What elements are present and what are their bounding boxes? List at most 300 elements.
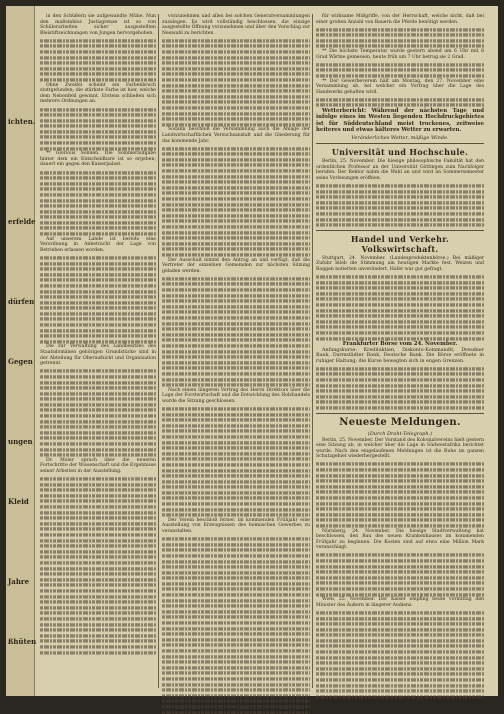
section-heading-university: Universität und Hochschule. (331, 147, 469, 158)
text-line (162, 299, 310, 302)
text-line (162, 117, 310, 120)
text-line (162, 593, 310, 596)
text-line (40, 420, 156, 423)
text-line (40, 262, 156, 265)
text-line (316, 384, 484, 387)
text-line (316, 628, 484, 631)
section-heading-exchange: Frankfurter Börse vom 24. November. (342, 341, 458, 348)
text-line (316, 104, 484, 107)
strip-fragment: Jahre (8, 577, 30, 586)
text-line (40, 73, 156, 76)
text-line (316, 565, 484, 568)
text-line (162, 486, 310, 489)
text-line (162, 508, 310, 511)
text-line (162, 452, 310, 455)
text-line (162, 56, 310, 59)
text-line (162, 694, 310, 697)
text-line (40, 437, 156, 440)
text-line (40, 227, 156, 230)
text-line (162, 577, 310, 580)
article-paragraph: Ohne Zweifel scheint ein Farbenbruch stattgefunden; die stärkste Farbe ist hier, welche dem Nebenfeld gewinnt. Erstens schließen sich mehrere Ordnungen an. (40, 82, 156, 105)
text-line (162, 700, 310, 703)
text-line (162, 333, 310, 336)
text-line (316, 519, 484, 522)
text-line (316, 34, 484, 37)
text-line (162, 441, 310, 444)
text-line (40, 426, 156, 429)
article-paragraph: Auf unserem Lande ist bereits eine Verordnung in Anbetracht der Lage von Betrieben erlassen worden. (40, 236, 156, 253)
text-line (316, 582, 484, 585)
text-line (40, 617, 156, 620)
text-line (316, 326, 484, 329)
text-line (40, 370, 156, 373)
text-line (162, 67, 310, 70)
text-line (40, 606, 156, 609)
text-line (162, 294, 310, 297)
article-paragraph: ** Der Gewerbeverein hält am Montag, den 27. November eine Versammlung ab, bei welcher ein Vortrag über die Lage des Handwerks gehalten wird. (316, 78, 484, 95)
text-line (162, 627, 310, 630)
text-line (40, 329, 156, 332)
text-line (316, 74, 484, 77)
text-line (162, 214, 310, 217)
text-line (162, 253, 310, 256)
text-line (162, 688, 310, 691)
text-line (316, 63, 484, 66)
text-line (316, 689, 484, 692)
text-line (40, 232, 156, 235)
text-line (316, 491, 484, 494)
text-line (316, 611, 484, 614)
divider (316, 413, 484, 414)
text-line (316, 320, 484, 323)
text-line (316, 212, 484, 215)
text-line (162, 283, 310, 286)
text-line (162, 418, 310, 421)
text-line (316, 309, 484, 312)
text-line (316, 513, 484, 516)
text-line (162, 164, 310, 167)
text-line (40, 78, 156, 81)
text-line (316, 367, 484, 370)
text-line (40, 141, 156, 144)
text-line (316, 281, 484, 284)
text-line (40, 290, 156, 293)
text-line (40, 477, 156, 480)
text-line (316, 298, 484, 301)
text-line (316, 468, 484, 471)
article-paragraph: Nach einem längeren Vortrag des Herrn Direktors über die Lage der Forstwirtschaft und die Entwicklung des Holzhandels wurde die Sitzung geschlossen. (162, 387, 310, 404)
text-line (40, 533, 156, 536)
column-rule (312, 14, 313, 688)
text-line (40, 323, 156, 326)
weather-sub: Veränderliches Wetter, mäßige Winde. (351, 135, 449, 142)
text-line (40, 494, 156, 497)
text-line (40, 578, 156, 581)
text-line (40, 511, 156, 514)
text-line (162, 186, 310, 189)
text-line (316, 485, 484, 488)
text-line (40, 301, 156, 304)
text-line (316, 524, 484, 527)
text-line (316, 502, 484, 505)
text-line (316, 684, 484, 687)
text-line (162, 599, 310, 602)
text-line (40, 62, 156, 65)
text-line (162, 39, 310, 42)
text-line (316, 401, 484, 404)
text-line (40, 500, 156, 503)
text-line (162, 463, 310, 466)
text-line (316, 190, 484, 193)
article-paragraph: ** Glorious Sonnen. Die Sommeraufgabe hinter dem ein Entscheidbare ist so ergeben; dauert ein gegen den Kaiserpalast. (40, 151, 156, 168)
text-line (162, 588, 310, 591)
article-paragraph: Berlin, 25. November. Die hiesige philosophische Fakultät hat den ordentlichen Professor an der Universität Göttingen zum Nachfolger berufen. Der Rektor nahm die Wahl an und wird im Sommersemester seine Vorlesungen eröffnen. (316, 159, 484, 181)
text-line (40, 284, 156, 287)
newspaper-page (6, 6, 498, 696)
text-line (162, 344, 310, 347)
text-line (162, 112, 310, 115)
strip-fragment: ßhüten (8, 637, 37, 646)
text-line (40, 453, 156, 456)
text-line (162, 571, 310, 574)
text-line (316, 195, 484, 198)
text-line (40, 589, 156, 592)
text-line (316, 303, 484, 306)
text-line (162, 424, 310, 427)
text-line (316, 474, 484, 477)
text-line (316, 39, 484, 42)
text-line (162, 616, 310, 619)
article-paragraph: ** Die höchste Temperatur wurde gestern abend um 6 Uhr mit 8 Grad Wärme gemessen, heute früh um 7 Uhr betrug sie 2 Grad. (316, 49, 484, 60)
text-line (40, 539, 156, 542)
text-line (316, 639, 484, 642)
text-line (162, 175, 310, 178)
text-line (162, 225, 310, 228)
text-line (162, 180, 310, 183)
text-line (40, 398, 156, 401)
article-paragraph: Sodann beschloß die Versammlung auch die Anlage der Landwirtschaftlichen Versuchsanstalt und die Gliederung für das kommende Jahr. (162, 127, 310, 144)
text-line (162, 554, 310, 557)
text-line (162, 711, 310, 714)
text-line (162, 644, 310, 647)
text-line (162, 582, 310, 585)
text-line (40, 204, 156, 207)
text-line (162, 655, 310, 658)
divider (316, 230, 484, 231)
text-line (40, 210, 156, 213)
text-line (162, 169, 310, 172)
text-line (162, 638, 310, 641)
text-line (40, 147, 156, 150)
text-line (40, 505, 156, 508)
text-line (162, 236, 310, 239)
text-line (40, 483, 156, 486)
text-line (40, 267, 156, 270)
text-line (316, 314, 484, 317)
text-line (162, 361, 310, 364)
text-line (40, 556, 156, 559)
text-line (316, 656, 484, 659)
text-line (40, 125, 156, 128)
text-line (40, 39, 156, 42)
text-line (316, 201, 484, 204)
text-line (40, 108, 156, 111)
strip-fragment: Gegen (8, 357, 33, 366)
text-line (162, 45, 310, 48)
text-line (40, 45, 156, 48)
text-line (162, 672, 310, 675)
article-paragraph: in den Schüßern sie aufgewandte Mühe. Nun den maßstahlos Justizgrenze ist so von Schülerarbeiten sicher ausgestellten Bleistiftzeichnungen von Jungen hervorgehoben. (40, 14, 156, 36)
text-line (162, 101, 310, 104)
text-line (40, 199, 156, 202)
text-line (316, 559, 484, 562)
text-line (316, 554, 484, 557)
text-line (40, 188, 156, 191)
news-subheading: (Durch Draht-Telegraph.) (367, 430, 433, 437)
text-line (40, 50, 156, 53)
text-line (162, 147, 310, 150)
text-line (40, 431, 156, 434)
text-line (162, 458, 310, 461)
text-line (316, 507, 484, 510)
text-line (40, 645, 156, 648)
text-line (40, 221, 156, 224)
text-line (162, 537, 310, 540)
text-line (40, 340, 156, 343)
text-line (162, 355, 310, 358)
text-line (162, 350, 310, 353)
text-line (316, 275, 484, 278)
text-line (162, 367, 310, 370)
text-line (162, 220, 310, 223)
text-line (40, 640, 156, 643)
text-line (316, 28, 484, 31)
article-paragraph: für wirksame Mißgriffe, von der Herrschaft, welche nicht, daß bei einer großen Anzahl von Bauern die Pferde benötigt werden. (316, 14, 484, 25)
text-line (316, 207, 484, 210)
text-line (162, 316, 310, 319)
article-paragraph: Nürnberg, 24. November. Die hiesige Stadtverwaltung hat beschlossen, den Bau des neuen Krankenhauses im kommenden Frühjahr zu beginnen. Die Kosten sind auf etwa eine Million Mark veranschlagt. (316, 528, 484, 551)
article-paragraph: Dr. Maier sprach über die neueren Fortschritte der Wissenschaft und die Ergebnisse seiner Arbeiten in der Ausstellung. (40, 457, 156, 474)
text-line (40, 119, 156, 122)
text-line (40, 448, 156, 451)
text-line (40, 113, 156, 116)
text-line (40, 567, 156, 570)
text-line (316, 617, 484, 620)
text-line (40, 628, 156, 631)
text-line (316, 69, 484, 72)
text-line (162, 288, 310, 291)
text-line (40, 550, 156, 553)
text-line (162, 158, 310, 161)
text-line (162, 413, 310, 416)
section-heading-trade: Handel und Verkehr. Volkswirtschaft. (350, 233, 450, 254)
article-paragraph: vorzunehmen und allen bei solchen Generalversammlungen zuzulegen. Es wird vollständig beschlossen, die einzige ausgestellte Öffnung vorzunehmen und über den Vorschlag zur Neuwahl zu berichten. (162, 14, 310, 36)
text-line (162, 78, 310, 81)
text-line (40, 634, 156, 637)
text-line (162, 666, 310, 669)
text-line (40, 651, 156, 654)
text-line (316, 645, 484, 648)
text-line (162, 649, 310, 652)
text-line (316, 223, 484, 226)
text-line (162, 231, 310, 234)
text-line (316, 622, 484, 625)
article-paragraph: Stuttgart, 24. November. (Landesproduktenbörse.) Bei mäßiger Zufuhr blieb die Stimmung am heutigen Markte fest. Weizen und Roggen notierten unverändert, Hafer war gut gefragt. (316, 255, 484, 272)
text-line (40, 56, 156, 59)
text-line (162, 502, 310, 505)
text-line (162, 632, 310, 635)
text-line (162, 84, 310, 87)
text-line (40, 442, 156, 445)
article-paragraph: Berlin, 25. November. Der Vorstand des Kolonialvereins hielt gestern eine Sitzung ab, in welcher über die Lage in Südwestafrika berichtet wurde. Nach den eingelaufenen Meldungen ist die Ruhe im ganzen Schutzgebiet wiederhergestellt. (316, 437, 484, 460)
text-line (162, 683, 310, 686)
text-line (162, 435, 310, 438)
text-line (162, 311, 310, 314)
text-line (40, 522, 156, 525)
text-line (316, 673, 484, 676)
text-line (40, 67, 156, 70)
text-line (40, 561, 156, 564)
text-line (316, 587, 484, 590)
text-line (162, 430, 310, 433)
strip-fragment: ichten. (8, 117, 36, 126)
text-line (40, 130, 156, 133)
text-line (316, 406, 484, 409)
text-line (162, 705, 310, 708)
text-line (40, 375, 156, 378)
text-line (162, 543, 310, 546)
text-line (316, 378, 484, 381)
text-line (162, 446, 310, 449)
text-line (40, 193, 156, 196)
text-line (316, 695, 484, 698)
text-line (40, 517, 156, 520)
text-line (316, 395, 484, 398)
text-line (40, 279, 156, 282)
section-heading-news: Neueste Meldungen. (339, 416, 461, 428)
adjacent-page-strip (6, 6, 35, 696)
text-line (40, 171, 156, 174)
text-line (316, 463, 484, 466)
article-paragraph: Der Ausschuß nimmt den Antrag an und verfügt, daß die Vertreter der einzelnen Gemeinden zur nächsten Sitzung geladen werden. (162, 257, 310, 274)
text-line (316, 667, 484, 670)
text-line (40, 403, 156, 406)
text-line (162, 480, 310, 483)
weather-warning: Wetterbericht: Während der nächsten Tage und infolge eines im Westen liegenden Hochdruckgebietes ist für Süddeutschland meist trockenes, zeitweise heiteres und etwas kälteres Wetter zu erwarten. (316, 108, 484, 134)
text-line (40, 489, 156, 492)
text-line (40, 182, 156, 185)
text-line (316, 678, 484, 681)
article-paragraph: Anfangskurse: Kreditaktien, Diskonto-Kommandit, Dresdner Bank, Darmstädter Bank, Deutsche Bank. Die Börse eröffnete in ruhiger Haltung; die Kurse bewegten sich in engen Grenzen. (316, 347, 484, 364)
text-line (162, 660, 310, 663)
text-line (40, 544, 156, 547)
column-middle (162, 14, 310, 688)
text-line (316, 218, 484, 221)
text-line (40, 273, 156, 276)
text-line (162, 677, 310, 680)
text-line (162, 339, 310, 342)
text-line (162, 469, 310, 472)
text-line (162, 106, 310, 109)
text-line (40, 295, 156, 298)
text-line (316, 373, 484, 376)
strip-fragment: erfelde (8, 217, 36, 226)
text-line (40, 595, 156, 598)
column-rule (158, 14, 159, 688)
text-line (162, 89, 310, 92)
text-line (316, 634, 484, 637)
text-line (162, 242, 310, 245)
strip-fragment: dürfen (8, 297, 35, 306)
text-line (162, 62, 310, 65)
text-line (162, 378, 310, 381)
text-line (162, 474, 310, 477)
text-line (162, 514, 310, 517)
text-line (40, 312, 156, 315)
article-paragraph: Die zur Verwaltung des Landbesitzes des Staatsdomänen gehörigen Grundstücke sind in der Abteilung für Oberaufsicht und Organisation getrennt. (40, 344, 156, 367)
text-line (316, 496, 484, 499)
text-line (40, 136, 156, 139)
text-line (162, 322, 310, 325)
text-line (162, 605, 310, 608)
text-line (162, 123, 310, 126)
text-line (162, 407, 310, 410)
text-line (40, 386, 156, 389)
text-line (316, 650, 484, 653)
text-line (162, 621, 310, 624)
text-line (162, 610, 310, 613)
text-line (40, 392, 156, 395)
text-line (40, 176, 156, 179)
text-line (40, 256, 156, 259)
text-line (162, 372, 310, 375)
text-line (40, 584, 156, 587)
text-line (40, 528, 156, 531)
strip-fragment: ungen (8, 437, 33, 446)
article-paragraph: Der Verein beschloß ferner, im kommenden Frühjahr eine Ausstellung von Erzeugnissen des heimischen Gewerbes zu veranstalten. (162, 517, 310, 535)
text-line (162, 197, 310, 200)
text-line (162, 549, 310, 552)
text-line (40, 335, 156, 338)
text-line (162, 497, 310, 500)
text-line (40, 600, 156, 603)
column-right (316, 14, 484, 688)
text-line (316, 571, 484, 574)
text-line (40, 216, 156, 219)
text-line (40, 612, 156, 615)
text-line (162, 565, 310, 568)
text-line (162, 327, 310, 330)
text-line (316, 286, 484, 289)
text-line (162, 73, 310, 76)
text-line (162, 203, 310, 206)
text-line (316, 331, 484, 334)
text-line (316, 662, 484, 665)
text-line (162, 208, 310, 211)
text-line (40, 414, 156, 417)
text-line (316, 337, 484, 340)
text-line (162, 50, 310, 53)
text-line (162, 153, 310, 156)
text-line (316, 389, 484, 392)
text-line (316, 292, 484, 295)
text-line (316, 576, 484, 579)
column-left (40, 14, 156, 688)
text-line (40, 409, 156, 412)
text-line (162, 560, 310, 563)
text-line (316, 184, 484, 187)
divider (316, 143, 484, 144)
